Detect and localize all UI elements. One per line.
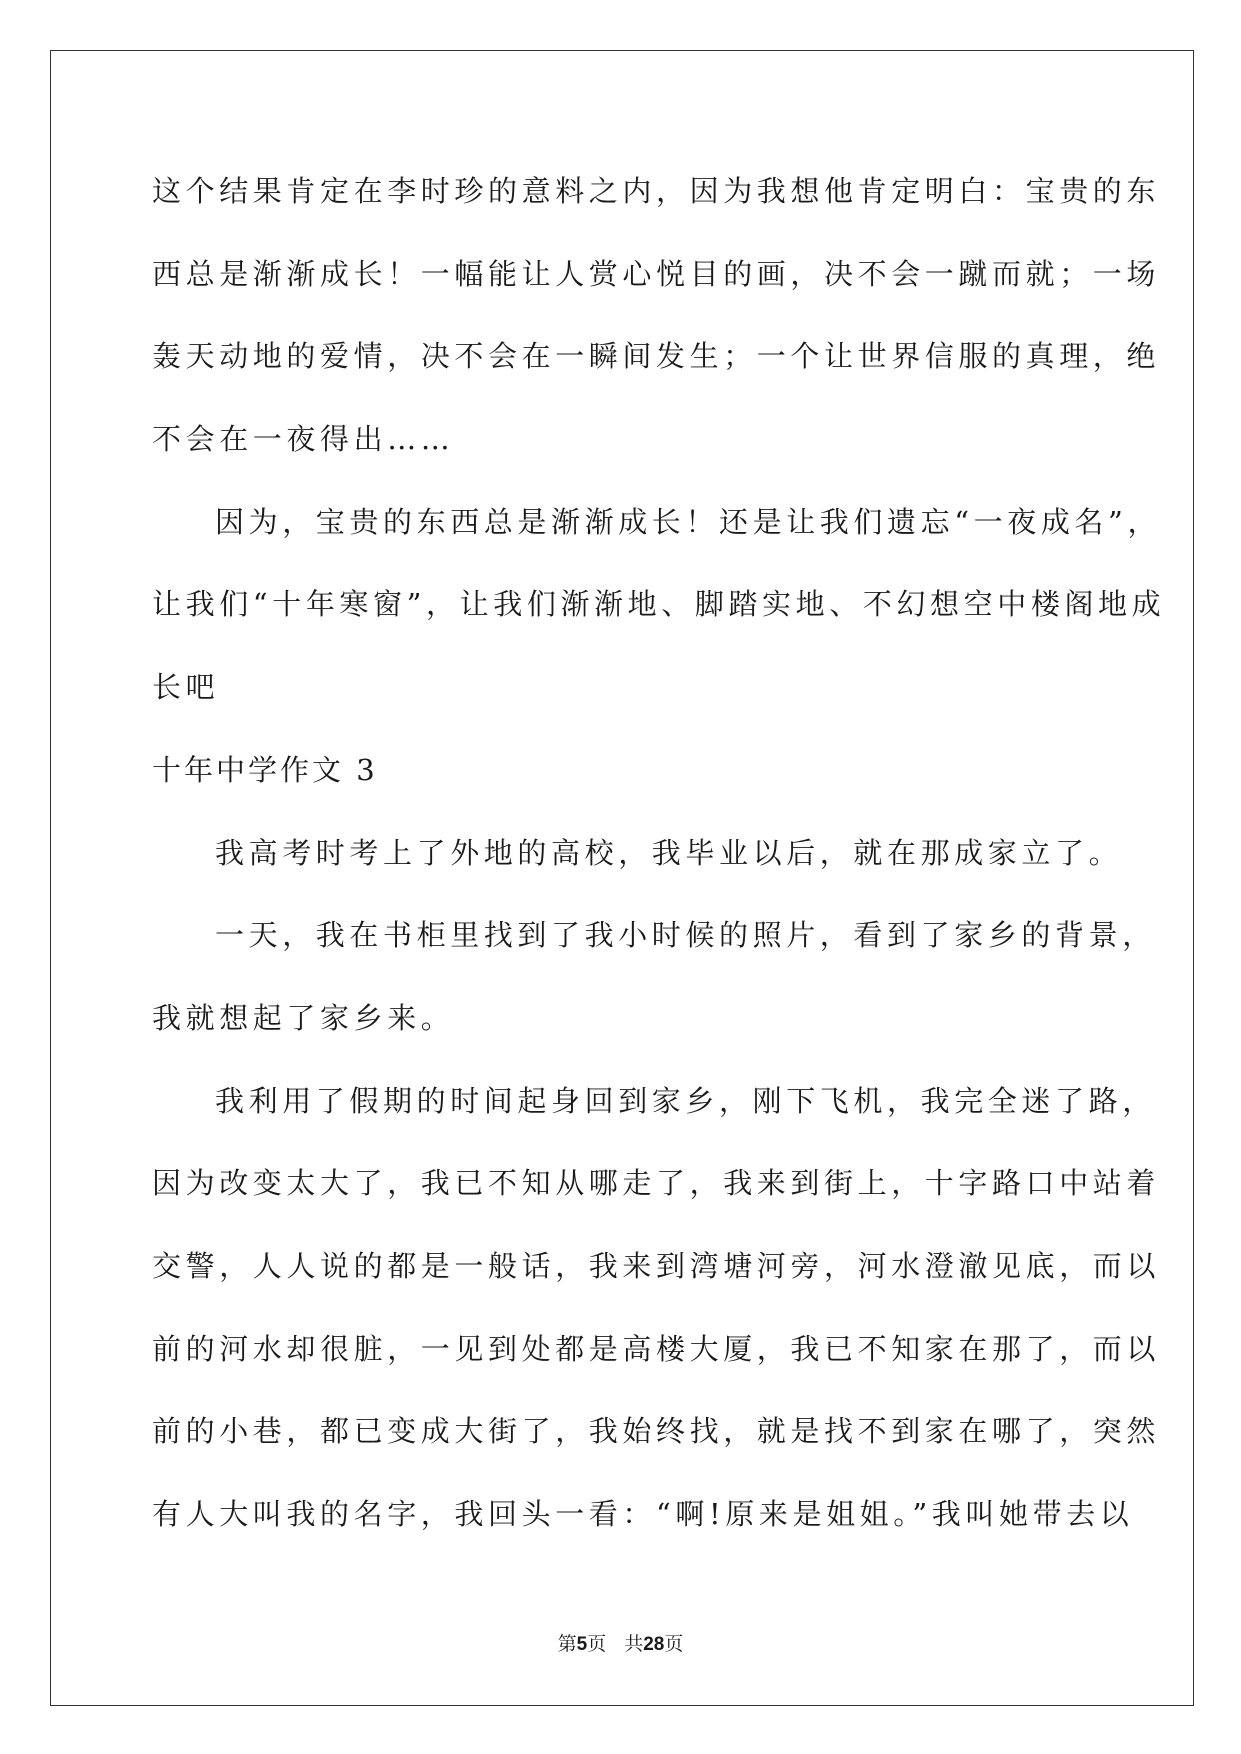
paragraph-start-line: 因为，宝贵的东西总是渐渐成长！还是让我们遗忘“一夜成名”， [215,504,1162,539]
text-line: 不会在一夜得出…… [152,422,455,457]
total-prefix: 共 [624,1633,644,1655]
section-heading: 十年中学作文 3 [152,752,378,787]
page-footer [0,1629,1241,1656]
page-number: 5 [576,1634,588,1655]
paragraph-start-line: 我高考时考上了外地的高校，我毕业以后，就在那成家立了。 [215,835,1123,870]
page-suffix: 页 [587,1633,607,1655]
text-line: 这个结果肯定在李时珍的意料之内，因为我想他肯定明白：宝贵的东 [152,174,1161,208]
page-prefix: 第 [557,1633,577,1655]
text-line: 让我们“十年寒窗”，让我们渐渐地、脚踏实地、不幻想空中楼阁地成 [152,587,1166,622]
text-line: 前的河水却很脏，一见到处都是高楼大厦，我已不知家在那了，而以 [152,1331,1161,1366]
total-suffix: 页 [664,1633,684,1655]
total-pages: 28 [643,1634,665,1655]
document-body [152,150,1166,1556]
text-line: 长吧 [152,670,220,705]
text-line: 交警，人人说的都是一般话，我来到湾塘河旁，河水澄澈见底，而以 [152,1248,1161,1283]
text-line: 西总是渐渐成长！一幅能让人赏心悦目的画，决不会一蹴而就；一场 [152,256,1161,291]
text-line: 轰天动地的爱情，决不会在一瞬间发生；一个让世界信服的真理，绝 [152,339,1161,374]
paragraph-start-line: 我利用了假期的时间起身回到家乡，刚下飞机，我完全迷了路， [215,1083,1156,1118]
text-line: 我就想起了家乡来。 [152,1000,455,1035]
paragraph-start-line: 一天，我在书柜里找到了我小时候的照片，看到了家乡的背景， [215,918,1156,953]
text-line: 因为改变太大了，我已不知从哪走了，我来到街上，十字路口中站着 [152,1166,1161,1201]
text-line: 前的小巷，都已变成大街了，我始终找，就是找不到家在哪了，突然 [152,1414,1161,1449]
text-line: 有人大叫我的名字，我回头一看：“啊!原来是姐姐。”我叫她带去以 [152,1497,1134,1531]
